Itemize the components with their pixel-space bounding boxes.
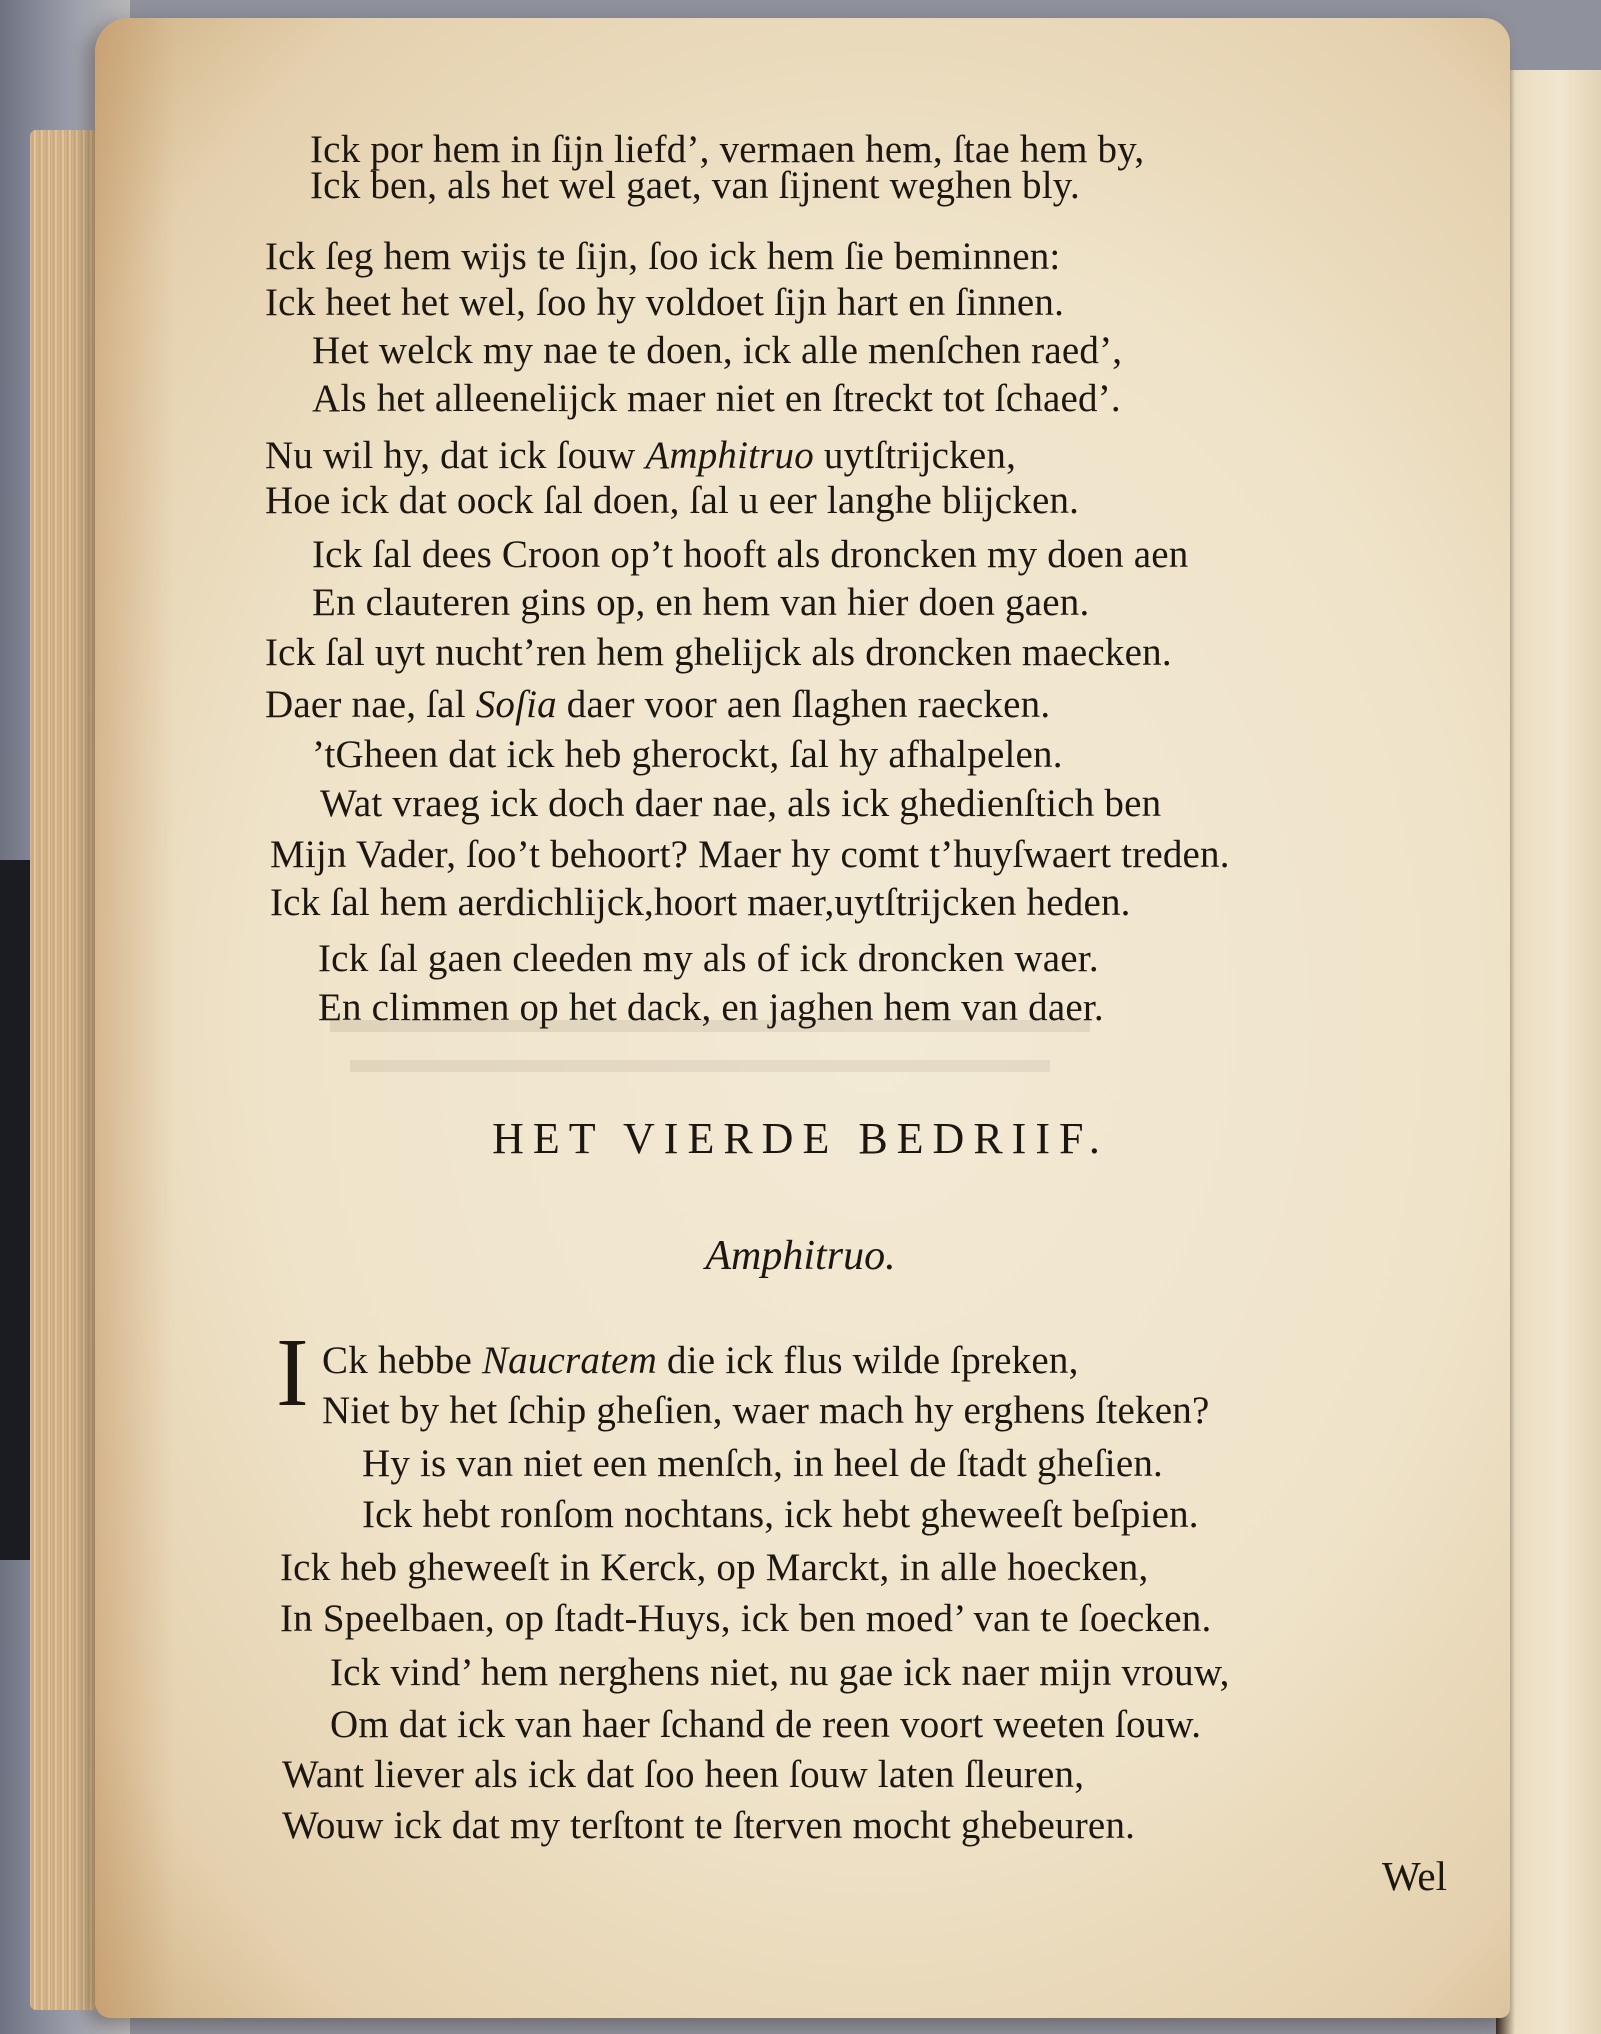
drop-cap: I [276, 1319, 309, 1427]
verse-line: Als het alleenelijck maer niet en ſtreckt tot ſchaed’. [312, 377, 1121, 420]
verse-line: Hoe ick dat oock ſal doen, ſal u eer langhe blijcken. [265, 479, 1080, 522]
verse-line: En climmen op het dack, en jaghen hem van daer. [318, 986, 1104, 1029]
verse-line: Wouw ick dat my terſtont te ſterven mocht ghebeuren. [282, 1804, 1136, 1847]
verse-line: Niet by het ſchip gheſien, waer mach hy erghens ſteken? [322, 1389, 1210, 1432]
verse-line: Want liever als ick dat ſoo heen ſouw laten ſleuren, [282, 1753, 1085, 1796]
verse-line: Ick ſal dees Croon op’t hooft als droncken my doen aen [312, 533, 1189, 576]
verse-text: die ick flus wilde ſpreken, [657, 1339, 1079, 1382]
name-italic: Soſia [475, 683, 557, 726]
verse-line: Ick vind’ hem nerghens niet, nu gae ick naer mijn vrouw, [330, 1651, 1230, 1694]
verse-text: Daer nae, ſal [265, 683, 476, 726]
verse-text: uytſtrijcken, [813, 434, 1017, 477]
verse-line: ’tGheen dat ick heb gherockt, ſal hy afhalpelen. [312, 733, 1063, 776]
verse-text: daer voor aen ſlaghen raecken. [556, 683, 1051, 726]
verse-line: Ick hebt ronſom nochtans, ick hebt gheweeſt beſpien. [362, 1493, 1199, 1536]
verse-line: Ick ſal gaen cleeden my als of ick droncken waer. [318, 937, 1099, 980]
verse-line: Hy is van niet een menſch, in heel de ſtadt gheſien. [362, 1442, 1163, 1485]
verse-line: Ick por hem in ſijn liefd’, vermaen hem, ſtae hem by, [310, 128, 1145, 171]
verse-line [265, 682, 1050, 727]
verse-line: Ick heb gheweeſt in Kerck, op Marckt, in alle hoecken, [280, 1546, 1149, 1589]
verse-text: Ck hebbe [322, 1339, 482, 1382]
facing-page-edge [1496, 70, 1601, 2034]
verse-line: Om dat ick van haer ſchand de reen voort weeten ſouw. [330, 1703, 1202, 1746]
name-italic: Naucratem [481, 1339, 658, 1382]
show-through-ink [350, 1060, 1050, 1072]
verse-line: Ick ſeg hem wijs te ſijn, ſoo ick hem ſie beminnen: [265, 235, 1061, 278]
verse-text: Nu wil hy, dat ick ſouw [265, 434, 646, 477]
verse-line: In Speelbaen, op ſtadt-Huys, ick ben moed’ van te ſoecken. [280, 1597, 1212, 1640]
act-heading: HET VIERDE BEDRIIF. [492, 1114, 1109, 1163]
verse-line: Wat vraeg ick doch daer nae, als ick ghedienſtich ben [320, 782, 1162, 825]
verse-line: Ick ſal hem aerdichlijck,hoort maer,uytſtrijcken heden. [270, 881, 1131, 924]
page-gutter-shade [95, 18, 175, 2018]
catchword: Wel [1382, 1853, 1448, 1899]
verse-line [322, 1338, 1079, 1383]
verse-line: Ick ſal uyt nucht’ren hem ghelijck als droncken maecken. [265, 631, 1172, 674]
verse-line: En clauteren gins op, en hem van hier doen gaen. [312, 581, 1090, 624]
verse-line: Ick heet het wel, ſoo hy voldoet ſijn hart en ſinnen. [265, 281, 1065, 324]
verse-line: Mijn Vader, ſoo’t behoort? Maer hy comt t’huyſwaert treden. [270, 833, 1230, 876]
verse-line: Ick ben, als het wel gaet, van ſijnent weghen bly. [310, 164, 1080, 207]
verse-line: Het welck my nae te doen, ick alle menſchen raed’, [312, 329, 1123, 372]
verse-line [265, 433, 1016, 478]
name-italic: Amphitruo [645, 434, 814, 477]
speaker-name: Amphitruo. [705, 1233, 896, 1279]
